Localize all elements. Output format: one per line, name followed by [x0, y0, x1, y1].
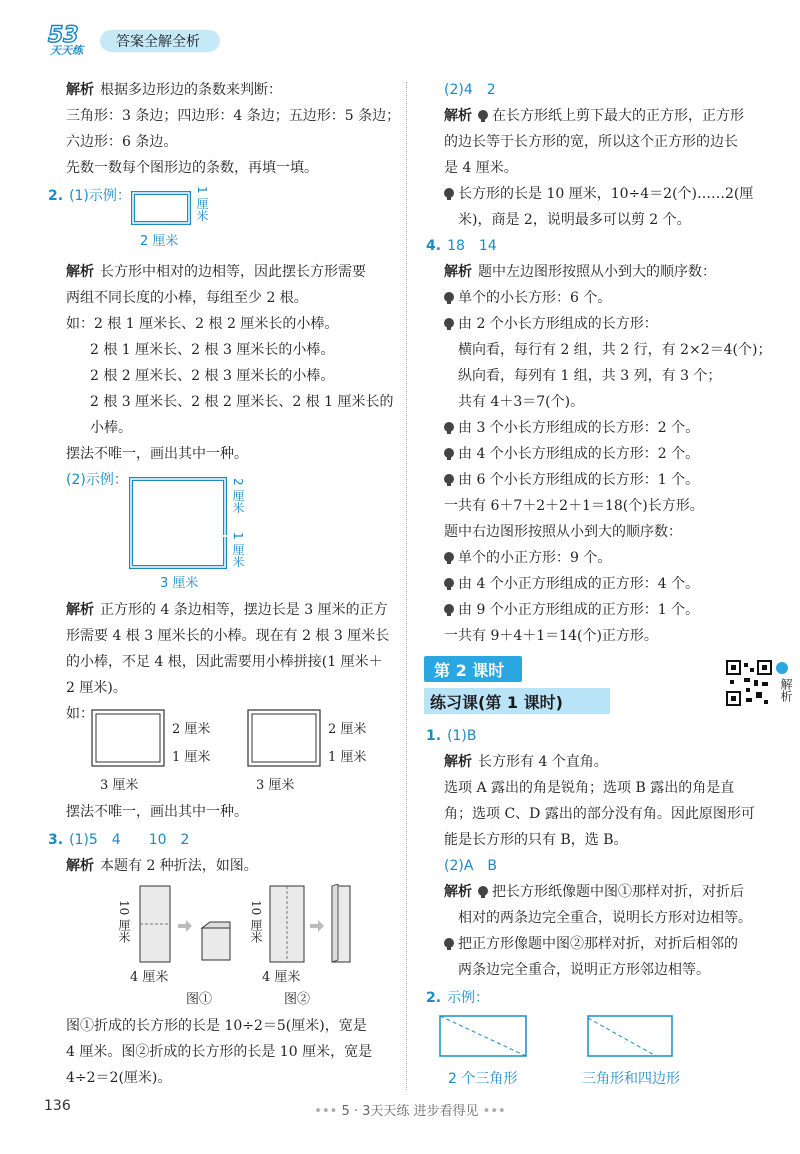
- text-line: [444, 934, 738, 954]
- practice-1-header: [426, 726, 477, 746]
- answer-text: (1)B: [447, 728, 477, 744]
- qr-code[interactable]: [726, 660, 772, 706]
- question-number: 3.: [48, 832, 64, 848]
- bulb-icon: [478, 110, 488, 120]
- figure-square-2: [128, 476, 232, 572]
- text-line: 一共有 9＋4＋1＝14(个)正方形。: [444, 628, 658, 644]
- bulb-icon: [444, 422, 454, 432]
- answer-text: (2)示例：: [66, 472, 128, 488]
- text-line: [444, 314, 658, 334]
- fig4a-height-label: 10 厘米: [117, 900, 131, 944]
- text-line: 小棒。: [90, 420, 132, 436]
- fig3b-label-1: 2 厘米: [328, 722, 367, 737]
- text-line: [444, 574, 699, 594]
- text-line: 一共有 6＋7＋2＋2＋1＝18(个)长方形。: [444, 498, 704, 514]
- answer-label: (1)示例：: [69, 188, 131, 204]
- text-line: 如：2 根 1 厘米长、2 根 2 厘米长的小棒。: [66, 316, 339, 332]
- text-line: [444, 288, 611, 308]
- practice-2-header: [426, 988, 489, 1008]
- analysis-label: 解析: [66, 82, 94, 98]
- text: 由 4 个小正方形组成的正方形：4 个。: [458, 576, 700, 592]
- text: 由 3 个小长方形组成的长方形：2 个。: [458, 420, 700, 436]
- logo-icon: [44, 22, 104, 56]
- dots-left-icon: •••: [314, 1104, 338, 1119]
- bulb-icon: [444, 474, 454, 484]
- svg-text:天天练: 天天练: [50, 44, 83, 56]
- footer-slogan: 5 · 3天天练 进步看得见: [341, 1104, 479, 1119]
- bulb-icon: [444, 604, 454, 614]
- text-line: 2 根 3 厘米长、2 根 2 厘米长、2 根 1 厘米长的: [90, 394, 394, 410]
- header-title-badge: [100, 30, 220, 52]
- analysis-label: 解析: [66, 858, 94, 874]
- lesson-subtitle-badge: [424, 688, 610, 714]
- text: 把正方形像题中图②那样对折，对折后相邻的: [458, 936, 738, 952]
- answer-label: [66, 470, 128, 490]
- bulb-icon: [444, 292, 454, 302]
- answer-text: [444, 80, 496, 100]
- lesson-subtitle: 练习课(第 1 课时): [430, 693, 563, 712]
- text-line: [444, 106, 744, 126]
- analysis-label: 解析: [444, 754, 472, 770]
- text-line: [444, 470, 699, 490]
- text-line: 米)，商是 2，说明最多可以剪 2 个。: [458, 212, 691, 228]
- question-number: 1.: [426, 728, 442, 744]
- text-line: 纵向看，每列有 1 组，共 3 列，有 3 个；: [458, 368, 722, 384]
- text-line: 2 根 1 厘米长、2 根 3 厘米长的小棒。: [90, 342, 335, 358]
- bulb-icon: [444, 448, 454, 458]
- answer-text: 18 14: [447, 238, 497, 254]
- analysis-label: 解析: [66, 264, 94, 280]
- text-line: 2 根 2 厘米长、2 根 3 厘米长的小棒。: [90, 368, 335, 384]
- analysis-label: 解析: [444, 884, 472, 900]
- fig4a-caption: 图①: [186, 992, 213, 1007]
- figure-cut-triangles: [438, 1014, 530, 1060]
- text: 单个的小正方形：9 个。: [458, 550, 612, 566]
- text-line: 摆法不唯一，画出其中一种。: [66, 446, 248, 462]
- fig4b-caption: 图②: [284, 992, 311, 1007]
- text-line: [444, 600, 699, 620]
- bulb-icon: [444, 318, 454, 328]
- text: 由 6 个小长方形组成的长方形：1 个。: [458, 472, 700, 488]
- text: 单个的小长方形：6 个。: [458, 290, 612, 306]
- figure-fold-1: [132, 884, 252, 966]
- text: 由 2 个小长方形组成的长方形：: [458, 316, 658, 332]
- fig4b-width-label: 4 厘米: [262, 970, 301, 985]
- text-line: 六边形：6 条边。: [66, 134, 178, 150]
- answer: (2)4 2: [444, 82, 496, 98]
- text-line: 形需要 4 根 3 厘米长的小棒。现在有 2 根 3 厘米长: [66, 628, 390, 644]
- text-line: 2 厘米)。: [66, 680, 127, 696]
- analysis-label: 解析: [444, 264, 472, 280]
- answer-text: [444, 856, 497, 876]
- text-line: 共有 4＋3＝7(个)。: [458, 394, 585, 410]
- text-line: 角；选项 C、D 露出的部分没有角。因此原图形可: [444, 806, 755, 822]
- text: 长方形中相对的边相等，因此摆长方形需要: [100, 264, 366, 280]
- fig3b-width-label: 3 厘米: [256, 778, 295, 793]
- fig2-right-label-2: 1 厘米: [231, 532, 245, 568]
- fig2-right-label-1: 2 厘米: [231, 478, 245, 514]
- qr-label: 解析: [779, 678, 793, 702]
- bulb-icon: [444, 938, 454, 948]
- figure-fold-2: [264, 884, 374, 966]
- text-line: 三角形：3 条边；四边形：4 条边；五边形：5 条边；: [66, 108, 401, 124]
- fig5a-caption: 2 个三角形: [448, 1071, 518, 1087]
- fig1-height-label: 1 厘米: [195, 186, 209, 222]
- text-line: 如：: [66, 706, 94, 722]
- text-line: 图①折成的长方形的长是 10÷2＝5(厘米)，宽是: [66, 1018, 367, 1034]
- analysis-label: 解析: [66, 602, 94, 618]
- qr-code-icon: [726, 660, 772, 706]
- text-line: [66, 80, 282, 100]
- text-line: 是 4 厘米。: [444, 160, 518, 176]
- text-line: 两条边完全重合，说明正方形邻边相等。: [458, 962, 710, 978]
- text-line: 相对的两条边完全重合，说明长方形对边相等。: [458, 910, 752, 926]
- text-line: 能是长方形的只有 B，选 B。: [444, 832, 628, 848]
- answer-text: 示例：: [447, 990, 490, 1006]
- text-line: 的小棒，不足 4 根，因此需要用小棒拼接(1 厘米＋: [66, 654, 383, 670]
- text: 在长方形纸上剪下最大的正方形，正方形: [492, 108, 744, 124]
- question-4-header: [426, 236, 497, 256]
- dots-right-icon: •••: [482, 1104, 506, 1119]
- fig5b-caption: 三角形和四边形: [582, 1071, 680, 1087]
- fig2-width-label: 3 厘米: [160, 576, 199, 591]
- question-2-header: [48, 186, 131, 206]
- text-line: [444, 752, 608, 772]
- figure-square-3b: [246, 708, 326, 770]
- fig3a-label-1: 2 厘米: [172, 722, 211, 737]
- text-line: [444, 184, 753, 204]
- text-line: 摆法不唯一，画出其中一种。: [66, 804, 248, 820]
- page-number: 136: [44, 1098, 71, 1114]
- lesson-title: 第 2 课时: [434, 661, 505, 680]
- fig1-width-label: 2 厘米: [140, 234, 179, 249]
- bulb-icon: [444, 188, 454, 198]
- text-line: 题中右边图形按照从小到大的顺序数：: [444, 524, 682, 540]
- question-3-header: [48, 830, 189, 850]
- text-line: [66, 600, 388, 620]
- text-line: [66, 856, 258, 876]
- text: 根据多边形边的条数来判断：: [100, 82, 282, 98]
- text-line: [444, 262, 716, 282]
- fig3b-label-2: 1 厘米: [328, 750, 367, 765]
- text-line: 的边长等于长方形的宽，所以这个正方形的边长: [444, 134, 738, 150]
- text-line: [444, 882, 744, 902]
- figure-cut-triangle-quad: [586, 1014, 676, 1060]
- text-line: [444, 418, 699, 438]
- header-title: 答案全解全析: [116, 34, 200, 50]
- fig4b-height-label: 10 厘米: [249, 900, 263, 944]
- answer: (2)A B: [444, 858, 498, 874]
- fig3a-label-2: 1 厘米: [172, 750, 211, 765]
- text: 长方形有 4 个直角。: [478, 754, 608, 770]
- text: 由 4 个小长方形组成的长方形：2 个。: [458, 446, 700, 462]
- bulb-icon: [478, 886, 488, 896]
- text: 由 9 个小正方形组成的正方形：1 个。: [458, 602, 700, 618]
- question-number: 2.: [426, 990, 442, 1006]
- play-icon: [776, 662, 788, 674]
- logo: [44, 22, 104, 56]
- question-number: 4.: [426, 238, 442, 254]
- text: 长方形的长是 10 厘米，10÷4＝2(个)……2(厘: [458, 186, 754, 202]
- text-line: 先数一数每个图形边的条数，再填一填。: [66, 160, 318, 176]
- text-line: [444, 444, 699, 464]
- text-line: [444, 548, 611, 568]
- text: 本题有 2 种折法，如图。: [100, 858, 258, 874]
- fig4a-width-label: 4 厘米: [130, 970, 169, 985]
- bulb-icon: [444, 552, 454, 562]
- text-line: [66, 262, 366, 282]
- text-line: 4 厘米。图②折成的长方形的长是 10 厘米，宽是: [66, 1044, 373, 1060]
- text: 正方形的 4 条边相等，摆边长是 3 厘米的正方: [100, 602, 388, 618]
- text: 把长方形纸像题中图①那样对折，对折后: [492, 884, 744, 900]
- text-line: 选项 A 露出的角是锐角；选项 B 露出的角是直: [444, 780, 735, 796]
- lesson-title-badge: [424, 656, 522, 682]
- text-line: 4÷2＝2(厘米)。: [66, 1070, 172, 1086]
- figure-square-3a: [90, 708, 170, 770]
- question-number: 2.: [48, 188, 64, 204]
- text: 题中左边图形按照从小到大的顺序数：: [478, 264, 716, 280]
- footer-center: [280, 1100, 540, 1119]
- text-line: 两组不同长度的小棒，每组至少 2 根。: [66, 290, 308, 306]
- fig3a-width-label: 3 厘米: [100, 778, 139, 793]
- answer-text: (1)5 4 10 2: [69, 832, 190, 848]
- figure-rectangle-1: [130, 190, 192, 226]
- analysis-label: 解析: [444, 108, 472, 124]
- text-line: 横向看，每行有 2 组，共 2 行，有 2×2＝4(个)；: [458, 342, 772, 358]
- svg-text:53: 53: [48, 23, 79, 48]
- column-divider: [406, 82, 407, 1090]
- bulb-icon: [444, 578, 454, 588]
